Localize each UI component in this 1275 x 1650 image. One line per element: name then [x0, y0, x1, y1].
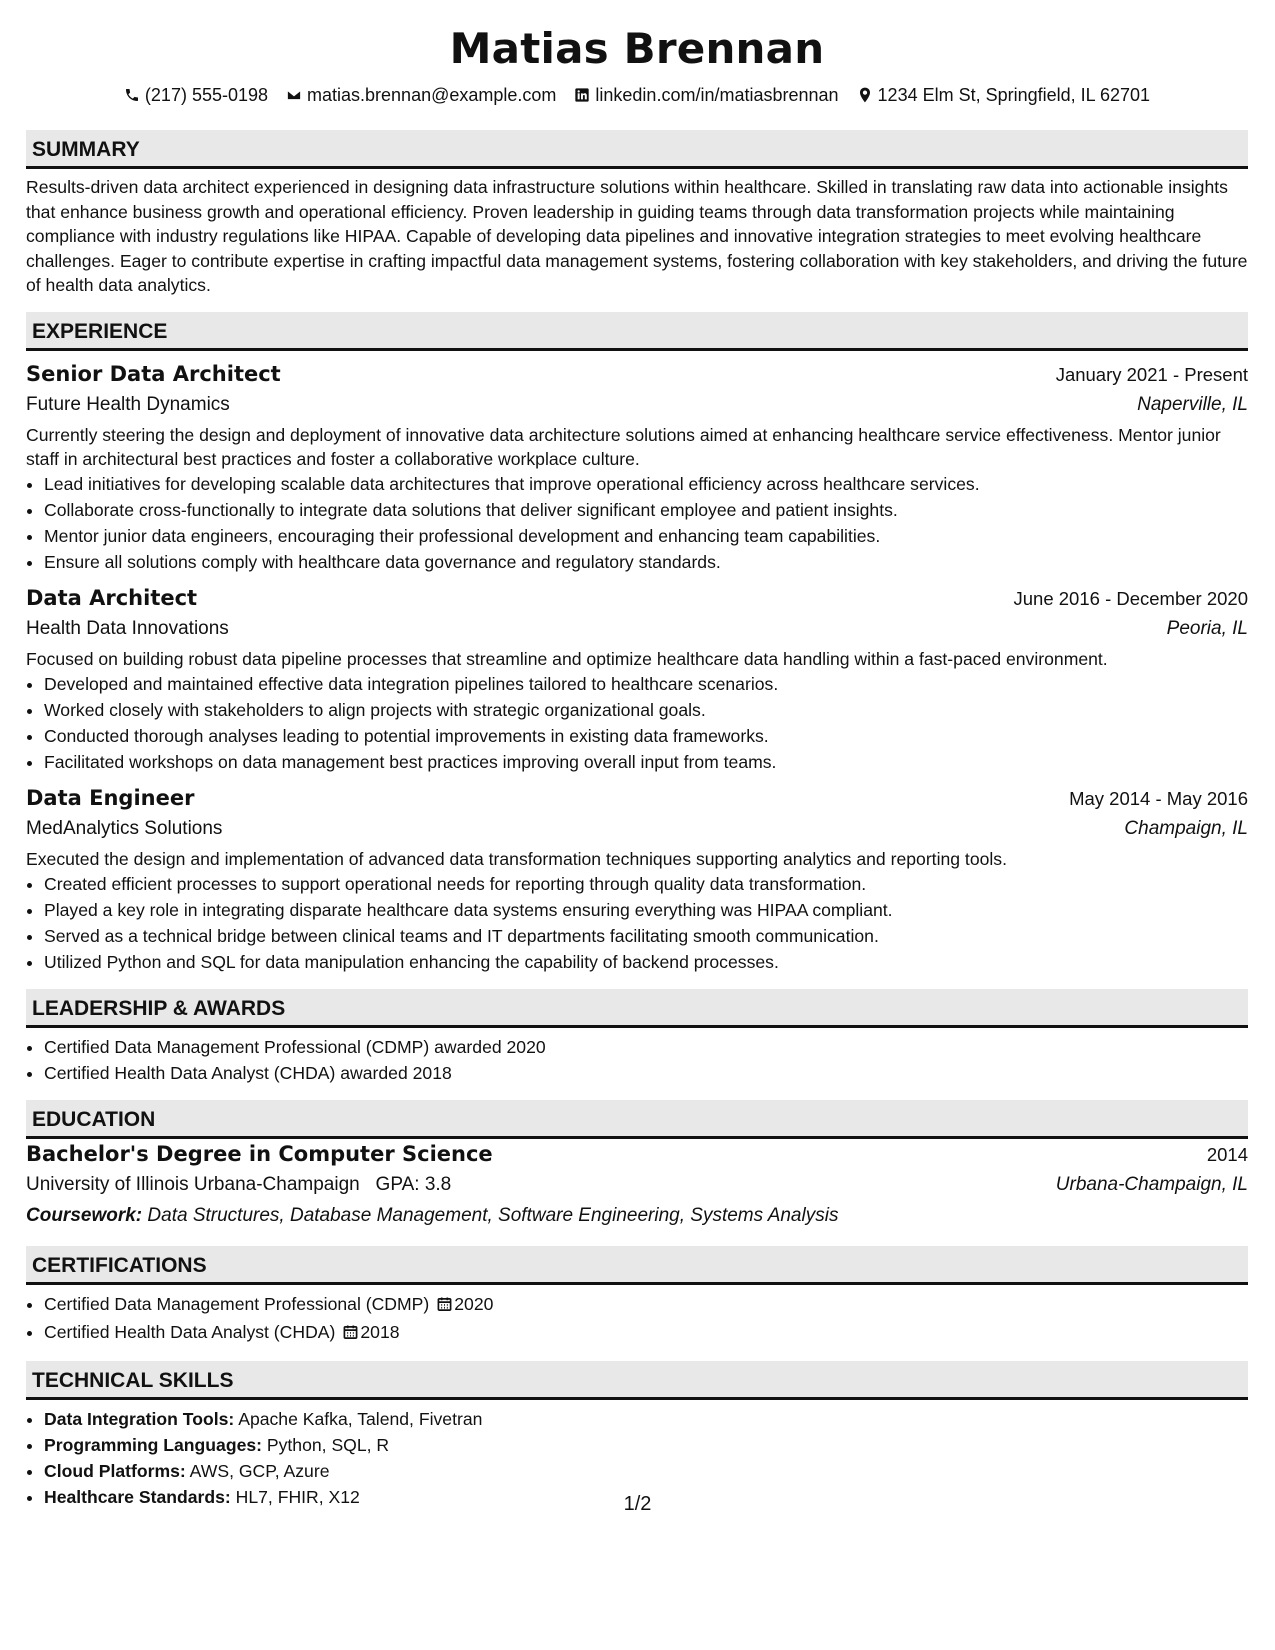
- graduation-year: 2014: [1206, 1143, 1248, 1165]
- cert-name: Certified Data Management Professional (CDMP): [44, 1293, 430, 1314]
- certifications-list: [26, 1291, 1248, 1347]
- cert-name: Certified Health Data Analyst (CHDA): [44, 1321, 336, 1342]
- job-entry: [26, 359, 1248, 575]
- list-item: • Ensure all solutions comply with healthcare data governance and regulatory standards.: [44, 549, 1248, 575]
- job-entry: [26, 583, 1248, 775]
- job-dates: June 2016 - December 2020: [1013, 587, 1248, 609]
- calendar-icon: [343, 1321, 358, 1347]
- list-item: • Utilized Python and SQL for data manipulation enhancing the capability of backend processes.: [44, 949, 1248, 975]
- email-text: matias.brennan@example.com: [307, 85, 557, 105]
- job-bullets: [26, 471, 1248, 575]
- job-description: Focused on building robust data pipeline processes that streamline and optimize healthcare data handling within a fast-paced environment.: [26, 648, 1108, 669]
- list-item: • Facilitated workshops on data management best practices improving overall input from teams.: [44, 749, 1248, 775]
- candidate-name: Matias Brennan: [449, 24, 825, 73]
- contact-email[interactable]: [286, 82, 556, 108]
- list-item: [44, 1319, 1248, 1347]
- skill-value: HL7, FHIR, X12: [235, 1486, 360, 1507]
- skill-label: Healthcare Standards:: [44, 1486, 231, 1507]
- list-item: • Developed and maintained effective data integration pipelines tailored to healthcare scenarios.: [44, 671, 1248, 697]
- coursework-text: Data Structures, Database Management, Software Engineering, Systems Analysis: [147, 1204, 839, 1226]
- cert-year: 2020: [454, 1293, 494, 1314]
- school-location: Urbana-Champaign, IL: [1055, 1173, 1248, 1195]
- job-company: Health Data Innovations: [26, 617, 229, 639]
- map-pin-icon: [857, 87, 873, 103]
- job-entry: [26, 783, 1248, 975]
- list-item: [44, 1291, 1248, 1319]
- list-item: • Collaborate cross-functionally to integrate data solutions that deliver significant employee and patient insights.: [44, 497, 1248, 523]
- page-number: 1/2: [623, 1493, 652, 1515]
- phone-text: (217) 555-0198: [144, 85, 269, 105]
- section-title-certifications: CERTIFICATIONS: [26, 1246, 1248, 1285]
- linkedin-text: linkedin.com/in/matiasbrennan: [595, 85, 839, 105]
- skill-label: Cloud Platforms:: [44, 1460, 186, 1481]
- job-description: Currently steering the design and deployment of innovative data architecture solutions aimed at enhancing healthcare service effectiveness. Mentor junior staff in architectural best practices and foster a collaborative workplace culture.: [26, 424, 1221, 469]
- list-item: • Certified Data Management Professional (CDMP) awarded 2020: [44, 1034, 1248, 1060]
- job-location: Champaign, IL: [1124, 817, 1248, 839]
- section-title-leadership: LEADERSHIP & AWARDS: [26, 989, 1248, 1028]
- certifications-section: [26, 1246, 1248, 1347]
- job-location: Naperville, IL: [1137, 393, 1248, 415]
- phone-icon: [124, 87, 140, 103]
- leadership-section: [26, 989, 1248, 1086]
- list-item: • Played a key role in integrating disparate healthcare data systems ensuring everything was HIPAA compliant.: [44, 897, 1248, 923]
- job-dates: May 2014 - May 2016: [1069, 787, 1248, 809]
- skill-value: Apache Kafka, Talend, Fivetran: [238, 1408, 483, 1429]
- list-item: • Served as a technical bridge between clinical teams and IT departments facilitating smooth communication.: [44, 923, 1248, 949]
- calendar-icon: [437, 1293, 452, 1319]
- list-item: • Certified Health Data Analyst (CHDA) awarded 2018: [44, 1060, 1248, 1086]
- coursework-line: [26, 1200, 1248, 1232]
- skills-section: [26, 1361, 1248, 1510]
- summary-text: Results-driven data architect experienced in designing data infrastructure solutions within healthcare. Skilled in translating raw data into actionable insights that enhance business growth and operational efficiency. Proven leadership in guiding teams through data transformation projects while maintaining compliance with industry regulations like HIPAA. Capable of developing data pipelines and innovative integration strategies to meet evolving healthcare challenges. Eager to contribute expertise in crafting impactful data management systems, fostering collaboration with key stakeholders, and driving the future of health data analytics.: [26, 177, 1248, 295]
- job-role: Senior Data Architect: [26, 361, 281, 386]
- job-bullets: [26, 871, 1248, 975]
- job-company: MedAnalytics Solutions: [26, 817, 223, 839]
- list-item: • Created efficient processes to support operational needs for reporting through quality data transformation.: [44, 871, 1248, 897]
- section-title-education: EDUCATION: [26, 1100, 1248, 1139]
- job-dates: January 2021 - Present: [1055, 363, 1248, 385]
- job-company: Future Health Dynamics: [26, 393, 230, 415]
- job-location: Peoria, IL: [1166, 617, 1248, 639]
- skill-label: Data Integration Tools:: [44, 1408, 235, 1429]
- section-title-skills: TECHNICAL SKILLS: [26, 1361, 1248, 1400]
- job-role: Data Architect: [26, 585, 198, 610]
- envelope-icon: [286, 87, 302, 103]
- address-text: 1234 Elm St, Springfield, IL 62701: [877, 85, 1151, 105]
- contact-address: [857, 82, 1151, 108]
- list-item: • Mentor junior data engineers, encouraging their professional development and enhancing team capabilities.: [44, 523, 1248, 549]
- linkedin-icon: [574, 87, 590, 103]
- summary-section: [26, 130, 1248, 298]
- job-bullets: [26, 671, 1248, 775]
- skill-value: Python, SQL, R: [266, 1434, 390, 1455]
- skill-value: AWS, GCP, Azure: [189, 1460, 330, 1481]
- experience-section: [26, 312, 1248, 975]
- school-name: University of Illinois Urbana-Champaign: [26, 1173, 360, 1195]
- degree-title: Bachelor's Degree in Computer Science: [26, 1141, 493, 1166]
- coursework-label: Coursework:: [26, 1204, 143, 1226]
- list-item: • Lead initiatives for developing scalable data architectures that improve operational efficiency across healthcare services.: [44, 471, 1248, 497]
- education-section: [26, 1100, 1248, 1232]
- list-item: • Worked closely with stakeholders to align projects with strategic organizational goals.: [44, 697, 1248, 723]
- contact-bar: [26, 82, 1248, 108]
- school-line: [26, 1170, 451, 1200]
- job-role: Data Engineer: [26, 785, 195, 810]
- list-item: [44, 1432, 1248, 1458]
- contact-linkedin[interactable]: [574, 82, 838, 108]
- list-item: [44, 1458, 1248, 1484]
- list-item: [44, 1406, 1248, 1432]
- job-description: Executed the design and implementation of advanced data transformation techniques supporting analytics and reporting tools.: [26, 848, 1007, 869]
- gpa: GPA: 3.8: [375, 1173, 452, 1195]
- leadership-list: [26, 1034, 1248, 1086]
- cert-year: 2018: [360, 1321, 400, 1342]
- skill-label: Programming Languages:: [44, 1434, 262, 1455]
- resume-page: [26, 18, 1248, 1510]
- section-title-summary: SUMMARY: [26, 130, 1248, 169]
- list-item: • Conducted thorough analyses leading to potential improvements in existing data frameworks.: [44, 723, 1248, 749]
- contact-phone[interactable]: [124, 82, 268, 108]
- section-title-experience: EXPERIENCE: [26, 312, 1248, 351]
